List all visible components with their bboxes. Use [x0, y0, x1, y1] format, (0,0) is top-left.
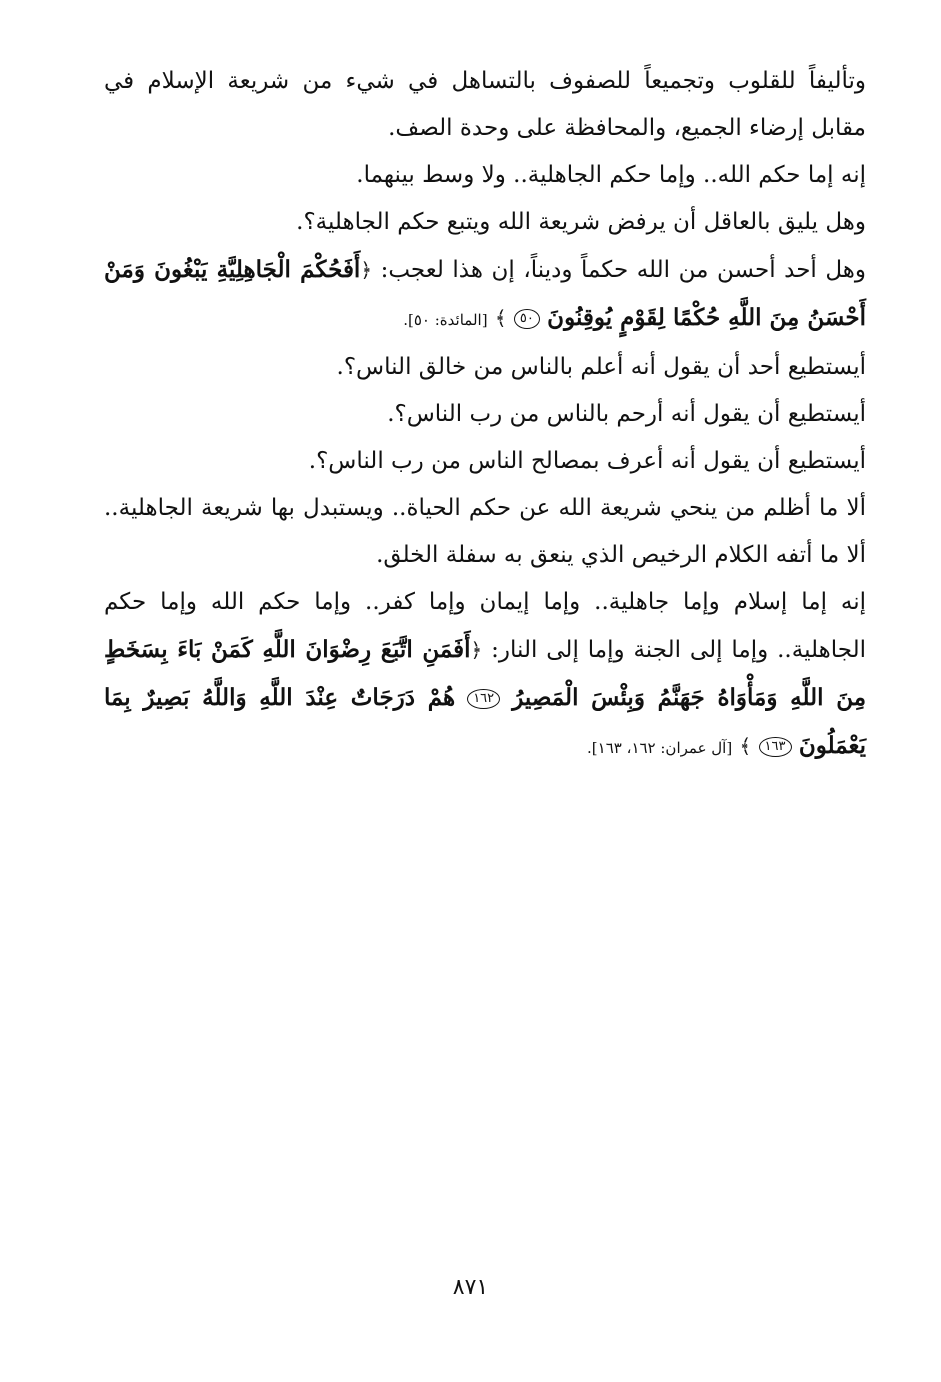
page-number: ٨٧١	[452, 1275, 489, 1300]
verse-reference: [آل عمران: ١٦٢، ١٦٣].	[587, 739, 733, 757]
quran-verse-b: هُمْ دَرَجَاتٌ عِنْدَ اللَّهِ وَاللَّهُ بَصِيرٌ بِمَا يَعْمَلُونَ	[104, 684, 866, 759]
paragraph-7: أيستطيع أن يقول أنه أعرف بمصالح الناس من رب الناس؟.	[308, 448, 866, 474]
paragraph-6: أيستطيع أن يقول أنه أرحم بالناس من رب الناس؟.	[387, 401, 866, 427]
verse-reference: [المائدة: ٥٠].	[403, 311, 488, 329]
quran-verse: أَفَحُكْمَ الْجَاهِلِيَّةِ يَبْغُونَ وَمَنْ أَحْسَنُ مِنَ اللَّهِ حُكْمًا لِقَوْمٍ يُوقِنُونَ	[104, 256, 866, 331]
verse-intro: وهل أحد أحسن من الله حكماً وديناً، إن هذا لعجب:	[380, 257, 866, 283]
verse-open-bracket-icon: ﴿	[360, 258, 373, 282]
verse-close-bracket-icon: ﴾	[739, 734, 752, 758]
paragraph-4-verse-maidah	[104, 246, 866, 344]
quran-verse-a: أَفَمَنِ اتَّبَعَ رِضْوَانَ اللَّهِ كَمَنْ بَاءَ بِسَخَطٍ مِنَ اللَّهِ وَمَأْوَاهُ جَهَنَّمُ وَبِئْسَ الْمَصِيرُ	[104, 636, 867, 711]
paragraph-2: إنه إما حكم الله.. وإما حكم الجاهلية.. ولا وسط بينهما.	[356, 162, 866, 188]
verse-number: ٥٠	[514, 309, 540, 329]
verse-intro: إنه إما إسلام وإما جاهلية.. وإما إيمان وإما كفر.. وإما حكم الله وإما حكم الجاهلية.. وإما إلى الجنة وإما إلى النار:	[104, 589, 867, 663]
page-body	[104, 58, 866, 772]
paragraph-1: وتأليفاً للقلوب وتجميعاً للصفوف بالتساهل في شيء من شريعة الإسلام في مقابل إرضاء الجميع، والمحافظة على وحدة الصف.	[104, 68, 866, 141]
paragraph-8: ألا ما أظلم من ينحي شريعة الله عن حكم الحياة.. ويستبدل بها شريعة الجاهلية.. ألا ما أتفه الكلام الرخيص الذي ينعق به سفلة الخلق.	[104, 495, 866, 568]
verse-open-bracket-icon: ﴿	[470, 638, 483, 662]
verse-number-b: ١٦٣	[759, 737, 792, 757]
paragraph-5: أيستطيع أحد أن يقول أنه أعلم بالناس من خالق الناس؟.	[336, 354, 866, 380]
paragraph-3: وهل يليق بالعاقل أن يرفض شريعة الله ويتبع حكم الجاهلية؟.	[296, 209, 866, 235]
verse-number-a: ١٦٢	[467, 689, 500, 709]
paragraph-9-verse-imran	[104, 579, 866, 772]
verse-close-bracket-icon: ﴾	[494, 306, 507, 330]
